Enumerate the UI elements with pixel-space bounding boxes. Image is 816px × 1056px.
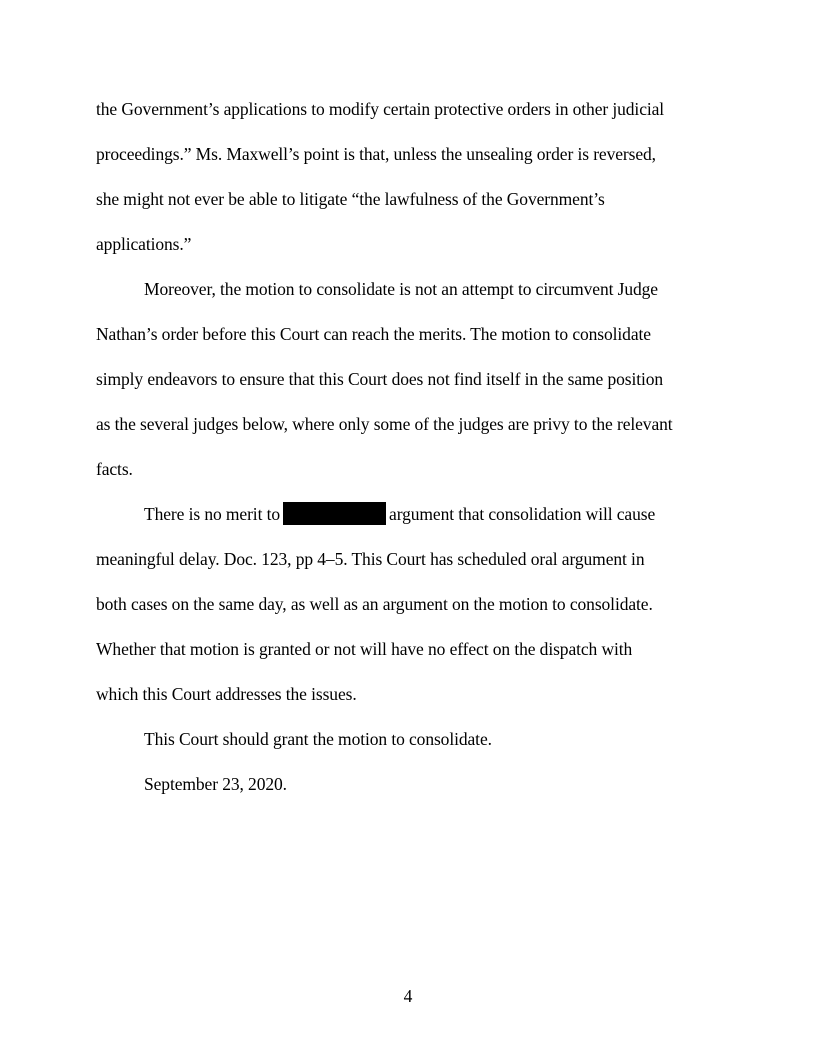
text-line: which this Court addresses the issues. (96, 684, 357, 704)
text-line: simply endeavors to ensure that this Court does not find itself in the same position (96, 369, 664, 389)
text-line: applications.” (96, 234, 192, 254)
paragraph-4 (96, 724, 720, 769)
text-line-with-redaction (96, 499, 720, 544)
text-line: as the several judges below, where only some of the judges are privy to the relevant (96, 414, 673, 434)
text-line: meaningful delay. Doc. 123, pp 4–5. This Court has scheduled oral argument in (96, 549, 645, 569)
text-line: she might not ever be able to litigate “the lawfulness of the Government’s (96, 189, 605, 209)
text-line: proceedings.” Ms. Maxwell’s point is that, unless the unsealing order is reversed, (96, 144, 656, 164)
text-line: facts. (96, 459, 133, 479)
paragraph-3 (96, 499, 720, 724)
document-body (96, 94, 720, 814)
paragraph-1 (96, 94, 720, 274)
text-line: both cases on the same day, as well as an argument on the motion to consolidate. (96, 594, 653, 614)
text-line: Whether that motion is granted or not will have no effect on the dispatch with (96, 639, 633, 659)
paragraph-2 (96, 274, 720, 499)
text-after-redaction: argument that consolidation will cause (389, 504, 656, 524)
page-number: 4 (403, 986, 413, 1006)
text-line: Nathan’s order before this Court can reach the merits. The motion to consolidate (96, 324, 651, 344)
redaction-block (283, 502, 386, 525)
text-line: Moreover, the motion to consolidate is not an attempt to circumvent Judge (144, 279, 658, 299)
text-line: This Court should grant the motion to consolidate. (144, 729, 492, 749)
date-line: September 23, 2020. (144, 774, 287, 794)
text-before-redaction: There is no merit to (144, 504, 281, 524)
text-line: the Government’s applications to modify certain protective orders in other judicial (96, 99, 665, 119)
